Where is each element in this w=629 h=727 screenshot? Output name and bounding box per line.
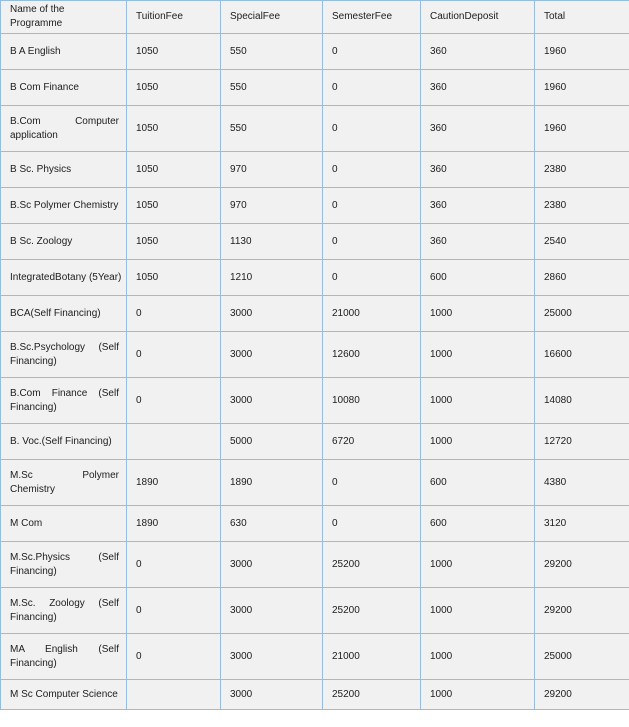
fee-value-cell: 0 (127, 634, 221, 680)
fee-value-cell: 0 (323, 460, 421, 506)
table-row (1, 224, 629, 260)
fee-value-cell: 1000 (421, 680, 535, 710)
fee-value-cell: 1960 (535, 106, 629, 152)
fee-value-cell: 4380 (535, 460, 629, 506)
table-row (1, 680, 629, 710)
fee-value-cell: 1890 (127, 506, 221, 542)
fee-value-cell: 1000 (421, 542, 535, 588)
column-header (1, 1, 127, 34)
fee-value-cell: 1050 (127, 106, 221, 152)
fee-value-cell: 0 (127, 542, 221, 588)
programme-name-cell: M Com (1, 506, 127, 542)
fee-value-cell: 0 (323, 224, 421, 260)
table-row (1, 70, 629, 106)
fee-value-cell: 25200 (323, 588, 421, 634)
programme-name-line: MA English (Self (10, 643, 119, 655)
fee-value-cell: 1000 (421, 296, 535, 332)
fee-value-cell: 29200 (535, 588, 629, 634)
programme-name-line: Financing) (10, 657, 57, 669)
programme-name-cell: BCA(Self Financing) (1, 296, 127, 332)
fee-value-cell: 970 (221, 188, 323, 224)
fee-value-cell: 1050 (127, 224, 221, 260)
column-header: CautionDeposit (421, 1, 535, 34)
fee-value-cell: 3000 (221, 588, 323, 634)
header-line: Programme (10, 18, 63, 29)
programme-name-line: B.Sc.Psychology (Self (10, 341, 119, 353)
column-header: TuitionFee (127, 1, 221, 34)
programme-name-line: B.Com Finance (Self (10, 387, 119, 399)
header-line: Name of the (10, 4, 65, 15)
fee-value-cell: 1130 (221, 224, 323, 260)
fee-value-cell: 1000 (421, 378, 535, 424)
fee-value-cell: 0 (323, 260, 421, 296)
fee-value-cell: 21000 (323, 296, 421, 332)
programme-name-line: application (10, 129, 58, 141)
fee-value-cell: 970 (221, 152, 323, 188)
table-row (1, 296, 629, 332)
fee-value-cell: 3000 (221, 680, 323, 710)
programme-name-cell: B Sc. Physics (1, 152, 127, 188)
fee-value-cell: 1000 (421, 634, 535, 680)
fee-value-cell: 0 (323, 34, 421, 70)
fee-value-cell: 1000 (421, 332, 535, 378)
fee-value-cell: 0 (127, 296, 221, 332)
table-body (1, 34, 629, 710)
programme-name-line: M.Sc. Zoology (Self (10, 597, 119, 609)
programme-name-cell: B Sc. Zoology (1, 224, 127, 260)
fee-value-cell: 1050 (127, 70, 221, 106)
fee-value-cell: 3000 (221, 634, 323, 680)
fee-value-cell: 360 (421, 106, 535, 152)
programme-name-cell (1, 542, 127, 588)
table-header (1, 1, 629, 34)
fee-value-cell: 25200 (323, 680, 421, 710)
fee-value-cell: 25000 (535, 296, 629, 332)
programme-name-line: Chemistry (10, 483, 56, 495)
fee-value-cell: 0 (323, 152, 421, 188)
fee-value-cell: 630 (221, 506, 323, 542)
programme-name-cell: B.Sc Polymer Chemistry (1, 188, 127, 224)
fee-value-cell: 360 (421, 34, 535, 70)
fee-value-cell: 1050 (127, 34, 221, 70)
fee-value-cell: 550 (221, 70, 323, 106)
fee-value-cell: 6720 (323, 424, 421, 460)
table-row (1, 260, 629, 296)
fee-value-cell: 29200 (535, 680, 629, 710)
programme-name-cell (1, 460, 127, 506)
programme-name-cell: B A English (1, 34, 127, 70)
fee-value-cell: 16600 (535, 332, 629, 378)
fee-value-cell: 1050 (127, 260, 221, 296)
programme-name-line: M.Sc.Physics (Self (10, 551, 119, 563)
table-row (1, 106, 629, 152)
table-row (1, 378, 629, 424)
table-row (1, 460, 629, 506)
table-row (1, 542, 629, 588)
programme-name-line: Financing) (10, 565, 57, 577)
fee-value-cell: 29200 (535, 542, 629, 588)
fee-value-cell: 14080 (535, 378, 629, 424)
fee-value-cell: 600 (421, 506, 535, 542)
fee-value-cell: 600 (421, 260, 535, 296)
fee-value-cell: 3000 (221, 296, 323, 332)
programme-name-line: Financing) (10, 401, 57, 413)
fee-value-cell: 600 (421, 460, 535, 506)
column-header: SemesterFee (323, 1, 421, 34)
fee-value-cell: 1210 (221, 260, 323, 296)
fee-value-cell: 25200 (323, 542, 421, 588)
programme-name-cell (1, 378, 127, 424)
table-row (1, 634, 629, 680)
programme-name-line: M.Sc Polymer (10, 469, 119, 481)
fee-value-cell (127, 424, 221, 460)
fee-value-cell: 2540 (535, 224, 629, 260)
fee-value-cell: 3120 (535, 506, 629, 542)
fee-value-cell: 2380 (535, 188, 629, 224)
table-row (1, 188, 629, 224)
fee-value-cell: 0 (127, 378, 221, 424)
fee-value-cell: 12600 (323, 332, 421, 378)
fee-value-cell: 0 (323, 188, 421, 224)
programme-name-cell (1, 106, 127, 152)
fee-value-cell: 10080 (323, 378, 421, 424)
fee-value-cell: 1960 (535, 70, 629, 106)
fee-value-cell: 25000 (535, 634, 629, 680)
table-row (1, 424, 629, 460)
fee-value-cell: 1890 (127, 460, 221, 506)
table-row (1, 152, 629, 188)
fee-value-cell: 5000 (221, 424, 323, 460)
fee-value-cell: 550 (221, 34, 323, 70)
programme-name-cell: B Com Finance (1, 70, 127, 106)
table-row (1, 332, 629, 378)
fee-value-cell: 1960 (535, 34, 629, 70)
fee-value-cell: 1890 (221, 460, 323, 506)
fee-value-cell: 3000 (221, 378, 323, 424)
fee-value-cell: 1050 (127, 152, 221, 188)
fee-value-cell: 0 (127, 332, 221, 378)
fee-value-cell: 0 (323, 106, 421, 152)
fee-value-cell: 360 (421, 70, 535, 106)
fee-value-cell: 550 (221, 106, 323, 152)
fee-value-cell: 3000 (221, 542, 323, 588)
table-row (1, 506, 629, 542)
programme-name-line: Financing) (10, 355, 57, 367)
fee-value-cell: 360 (421, 152, 535, 188)
column-header: SpecialFee (221, 1, 323, 34)
fee-value-cell (127, 680, 221, 710)
programme-name-cell: IntegratedBotany (5Year) (1, 260, 127, 296)
programme-name-line: Financing) (10, 611, 57, 623)
fee-value-cell: 21000 (323, 634, 421, 680)
programme-name-line: B.Com Computer (10, 115, 119, 127)
programme-name-cell (1, 332, 127, 378)
fee-value-cell: 1050 (127, 188, 221, 224)
fee-value-cell: 3000 (221, 332, 323, 378)
programme-name-cell: M Sc Computer Science (1, 680, 127, 710)
fee-value-cell: 1000 (421, 424, 535, 460)
programme-name-cell (1, 634, 127, 680)
fee-value-cell: 0 (323, 506, 421, 542)
table-row (1, 34, 629, 70)
fee-value-cell: 1000 (421, 588, 535, 634)
fee-value-cell: 2860 (535, 260, 629, 296)
programme-name-cell (1, 588, 127, 634)
fee-value-cell: 0 (323, 70, 421, 106)
fee-value-cell: 12720 (535, 424, 629, 460)
column-header: Total (535, 1, 629, 34)
table-row (1, 588, 629, 634)
fee-value-cell: 360 (421, 188, 535, 224)
fee-value-cell: 360 (421, 224, 535, 260)
header-row (1, 1, 629, 34)
programme-name-cell: B. Voc.(Self Financing) (1, 424, 127, 460)
fee-value-cell: 0 (127, 588, 221, 634)
fee-value-cell: 2380 (535, 152, 629, 188)
